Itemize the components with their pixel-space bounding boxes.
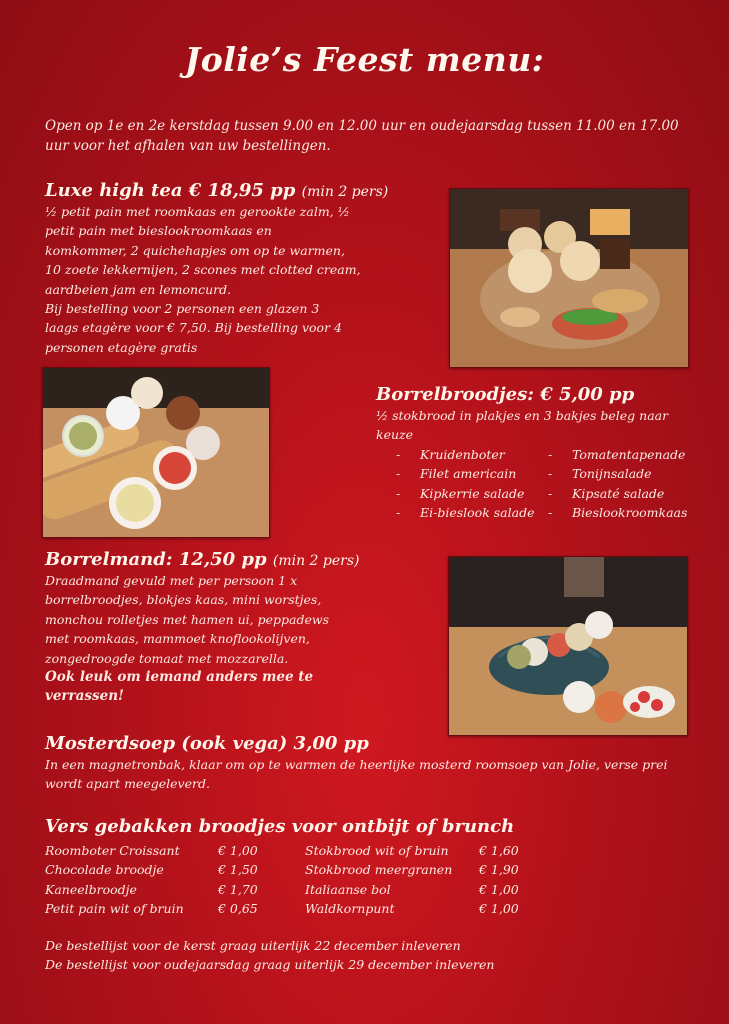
list-item: - Bieslookroomkaas — [548, 505, 688, 521]
item-name: Waldkornpunt — [305, 901, 395, 917]
borrelmand-min: (min 2 pers) — [272, 553, 360, 569]
text-line: zongedroogde tomaat met mozzarella. — [45, 650, 289, 666]
broodjes-price-table — [45, 841, 705, 919]
high-tea-section — [45, 180, 390, 357]
text-line: Draadmand gevuld met per persoon 1 x — [45, 573, 298, 588]
high-tea-min: (min 2 pers) — [301, 184, 389, 200]
table-row — [45, 880, 705, 899]
order-deadline-notes — [45, 936, 494, 975]
text-line: personen etagère gratis — [45, 339, 198, 355]
opening-hours-text: Open op 1e en 2e kerstdag tussen 9.00 en 12.00 uur en oudejaarsdag tussen 11.00 en 17.00 uur voor het afhalen van uw bestellingen. — [45, 118, 679, 154]
item-name: Chocolade broodje — [45, 862, 164, 878]
borrelmand-heading — [45, 549, 390, 570]
item-name: Italiaanse bol — [305, 881, 391, 897]
borrelmand-title: Borrelmand: 12,50 pp — [45, 549, 267, 570]
topping-column-left — [396, 445, 534, 523]
broodjes-heading: Vers gebakken broodjes voor ontbijt of brunch — [45, 816, 515, 837]
text-line: komkommer, 2 quichehapjes om op te warmen, — [45, 242, 345, 258]
soep-heading: Mosterdsoep (ook vega) 3,00 pp — [45, 733, 369, 754]
text-line: 10 zoete lekkernijen, 2 scones met clotted cream, — [45, 262, 361, 278]
borrelmand-section — [45, 549, 390, 707]
borrelbroodjes-description — [376, 406, 706, 445]
text-line: petit pain met bieslookroomkaas en — [45, 223, 272, 239]
item-price: € 1,90 — [479, 862, 519, 878]
high-tea-title: Luxe high tea € 18,95 pp — [45, 180, 296, 201]
text-line: wordt apart meegeleverd. — [45, 776, 210, 792]
table-row — [45, 899, 705, 918]
text-line: aardbeien jam en lemoncurd. — [45, 281, 232, 297]
item-price: € 0,65 — [218, 901, 258, 917]
text-line: ½ stokbrood in plakjes en 3 bakjes beleg naar — [376, 408, 669, 423]
text-line: monchou rolletjes met hamen ui, peppadews — [45, 611, 329, 627]
deadline-new-years-eve: De bestellijst voor oudejaarsdag graag uiterlijk 29 december inleveren — [45, 957, 495, 973]
text-line: borrelbroodjes, blokjes kaas, mini worstjes, — [45, 592, 322, 608]
text-line: keuze — [376, 427, 414, 443]
soep-section — [45, 733, 705, 794]
item-price: € 1,60 — [479, 843, 519, 858]
text-line: In een magnetronbak, klaar om op te warmen de heerlijke mosterd roomsoep van Jolie, verse prei — [45, 757, 668, 772]
soep-description — [45, 755, 705, 794]
list-item: - Ei-bieslook salade — [396, 505, 535, 521]
broodjes-section — [45, 816, 705, 919]
borrelmand-tagline-2: verrassen! — [45, 688, 124, 705]
borrelbroodjes-heading: Borrelbroodjes: € 5,00 pp — [376, 384, 635, 405]
topping-list — [376, 445, 706, 525]
high-tea-photo — [449, 188, 689, 368]
item-price: € 1,00 — [479, 901, 519, 917]
table-row — [45, 841, 705, 860]
borrelmand-photo — [448, 556, 688, 736]
text-line: ½ petit pain met roomkaas en gerookte zalm, ½ — [45, 204, 350, 219]
list-item: - Kipkerrie salade — [396, 485, 525, 501]
item-price: € 1,50 — [218, 862, 258, 878]
list-item: - Kipsaté salade — [548, 485, 665, 501]
list-item: - Filet americain — [396, 466, 517, 482]
page-title: Jolie’s Feest menu: — [184, 40, 545, 79]
list-item: - Tomatentapenade — [548, 446, 686, 462]
item-price: € 1,00 — [218, 843, 258, 858]
item-name: Roomboter Croissant — [45, 843, 180, 858]
list-item: - Kruidenboter — [396, 446, 505, 462]
item-name: Stokbrood meergranen — [305, 862, 453, 878]
item-price: € 1,00 — [479, 881, 519, 897]
borrelmand-tagline-1: Ook leuk om iemand anders mee te — [45, 669, 314, 686]
list-item: - Tonijnsalade — [548, 466, 652, 482]
text-line: met roomkaas, mammoet knoflookolijven, — [45, 631, 310, 647]
borrelbroodjes-photo — [42, 367, 270, 538]
text-line: laags etagère voor € 7,50. Bij bestelling voor 4 — [45, 320, 342, 336]
deadline-christmas: De bestellijst voor de kerst graag uiterlijk 22 december inleveren — [45, 938, 461, 953]
borrelmand-description — [45, 571, 390, 707]
topping-column-right — [548, 445, 687, 523]
item-name: Petit pain wit of bruin — [45, 901, 184, 917]
table-row — [45, 860, 705, 879]
high-tea-heading — [45, 180, 390, 201]
borrelbroodjes-section — [376, 384, 706, 525]
high-tea-description — [45, 202, 390, 357]
item-price: € 1,70 — [218, 881, 258, 897]
item-name: Stokbrood wit of bruin — [305, 843, 449, 858]
text-line: Bij bestelling voor 2 personen een glazen 3 — [45, 301, 320, 317]
item-name: Kaneelbroodje — [45, 881, 137, 897]
